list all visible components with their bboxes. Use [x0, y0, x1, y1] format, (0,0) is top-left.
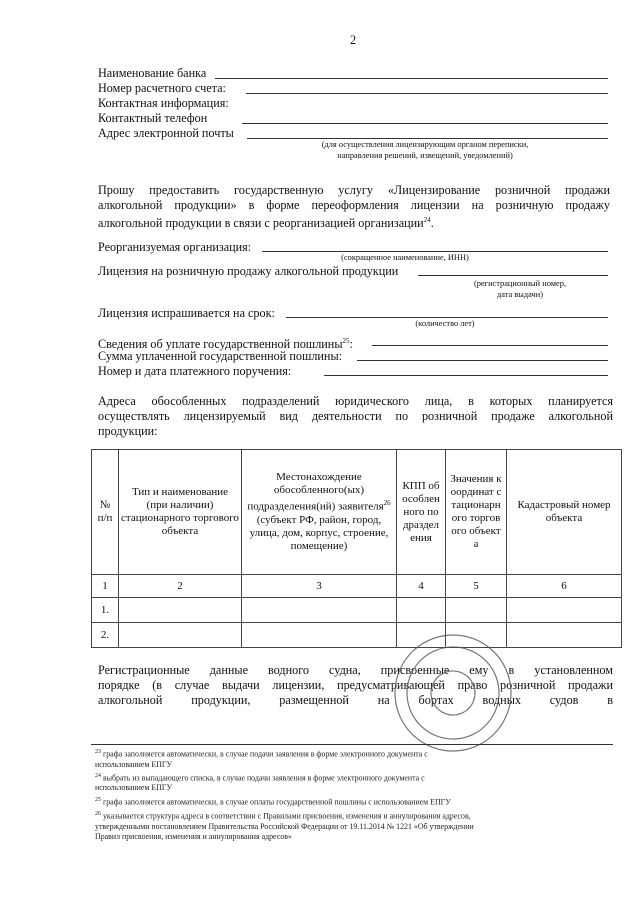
col-header-cadastral: Кадастровый номер объекта	[507, 450, 622, 575]
col-number-1: 1	[92, 575, 119, 598]
bank-name-line	[215, 78, 608, 79]
row-index: 1.	[92, 598, 119, 623]
col-header-kpp: КПП обособленного подразделения	[397, 450, 446, 575]
license-line	[418, 275, 608, 276]
license-caption: (регистрационный номер, дата выдачи)	[473, 279, 567, 299]
col-header-type: Тип и наименование (при наличии) стационарного торгового объекта	[119, 450, 242, 575]
table-row	[92, 598, 622, 623]
license-label: Лицензия на розничную продажу алкогольной продукции	[98, 264, 399, 278]
term-caption: (количество лет)	[415, 319, 475, 328]
footnote-23: $^{23}$ графа заполняется автоматически, в случае подачи заявления в форме электронного документа с	[95, 749, 428, 759]
term-label: Лицензия испрашивается на срок:	[98, 306, 275, 320]
col-number-4: 4	[397, 575, 446, 598]
col-header-number: № п/п	[92, 450, 119, 575]
col-number-6: 6	[507, 575, 622, 598]
account-number-label: Номер расчетного счета:	[98, 81, 226, 95]
fee-sum-label: Сумма уплаченной государственной пошлины:	[98, 349, 343, 363]
vessel-paragraph: Регистрационные данные водного судна, присвоенные ему в установленном порядке (в случае выдачи лицензии, предусматривающей право розничной продажи алкогольной продукции, размещенной на бортах водных судов в	[98, 663, 613, 707]
account-number-line	[246, 93, 608, 94]
fee-sum-line	[357, 360, 608, 361]
email-caption: (для осуществления лицензирующим органом переписки, направления решений, извещений, уведомлений)	[321, 140, 529, 160]
phone-label: Контактный телефон	[98, 111, 208, 125]
reorg-label: Реорганизуемая организация:	[98, 240, 252, 254]
footnote-24: $^{24}$ выбрать из выпадающего списка, в случае подачи заявления в форме электронного документа с	[95, 772, 425, 783]
contact-info-label: Контактная информация:	[98, 96, 229, 110]
subdivisions-table	[91, 449, 622, 648]
phone-line	[242, 123, 608, 124]
col-number-2: 2	[119, 575, 242, 598]
col-number-3: 3	[242, 575, 397, 598]
footnote-separator	[91, 744, 613, 745]
footnote-25: $^{25}$ графа заполняется автоматически, в случае оплаты государственной пошлины с использованием ЕПГУ	[95, 797, 451, 807]
col-number-5: 5	[446, 575, 507, 598]
col-header-location: Местонахождение обособленного(ых) подразделения(ий) заявителя$^{26}$ (субъект РФ, район, город, улица, дом, корпус, строение, помещение)	[242, 450, 397, 575]
page-number: 2	[350, 33, 357, 47]
request-paragraph: Прошу предоставить государственную услугу «Лицензирование розничной продажи алкогольной продукции» в форме переоформления лицензии на розничную продажу алкогольной продукции в связи с реорганизацией организации$^{24}$.	[98, 183, 610, 231]
fee-doc-line	[324, 375, 608, 376]
addresses-paragraph: Адреса обособленных подразделений юридического лица, в которых планируется осуществлять лицензируемый вид деятельности по розничной продаже алкогольной продукции:	[98, 394, 613, 438]
col-header-coordinates: Значения координат стационарного торгового объекта	[446, 450, 507, 575]
email-label: Адрес электронной почты	[98, 126, 234, 140]
bank-name-label: Наименование банка	[98, 66, 207, 80]
official-stamp	[388, 628, 518, 758]
reorg-caption: (сокращенное наименование, ИНН)	[341, 253, 469, 262]
footnotes: $^{23}$ графа заполняется автоматически, в случае подачи заявления в форме электронного документа с использованием ЕПГУ $^{24}$ выбрать из выпадающего списка, в случае подачи заявления в форме электронного документа с использованием ЕПГУ $^{25}$ графа заполняется автоматически, в случае оплаты государственной пошлины с использованием ЕПГУ $^{26}$ указывается структура адреса в соответствии с Правилами присвоения, изменения и аннулирования адресов, утвержденными постановлением Правительства Российской Федерации от 19.11.2014 № 1221 «Об утверждении Правил присвоения, изменения и аннулирования адресов»	[95, 747, 615, 842]
table-row	[92, 623, 622, 648]
fee-doc-label: Номер и дата платежного поручения:	[98, 364, 292, 378]
fee-label: Сведения об уплате государственной пошлины$^{25}$:	[98, 337, 353, 352]
footnote-26: $^{26}$ указывается структура адреса в соответствии с Правилами присвоения, изменения и аннулирования адресов,	[95, 810, 471, 821]
row-index: 2.	[92, 623, 119, 648]
fee-line	[372, 345, 608, 346]
